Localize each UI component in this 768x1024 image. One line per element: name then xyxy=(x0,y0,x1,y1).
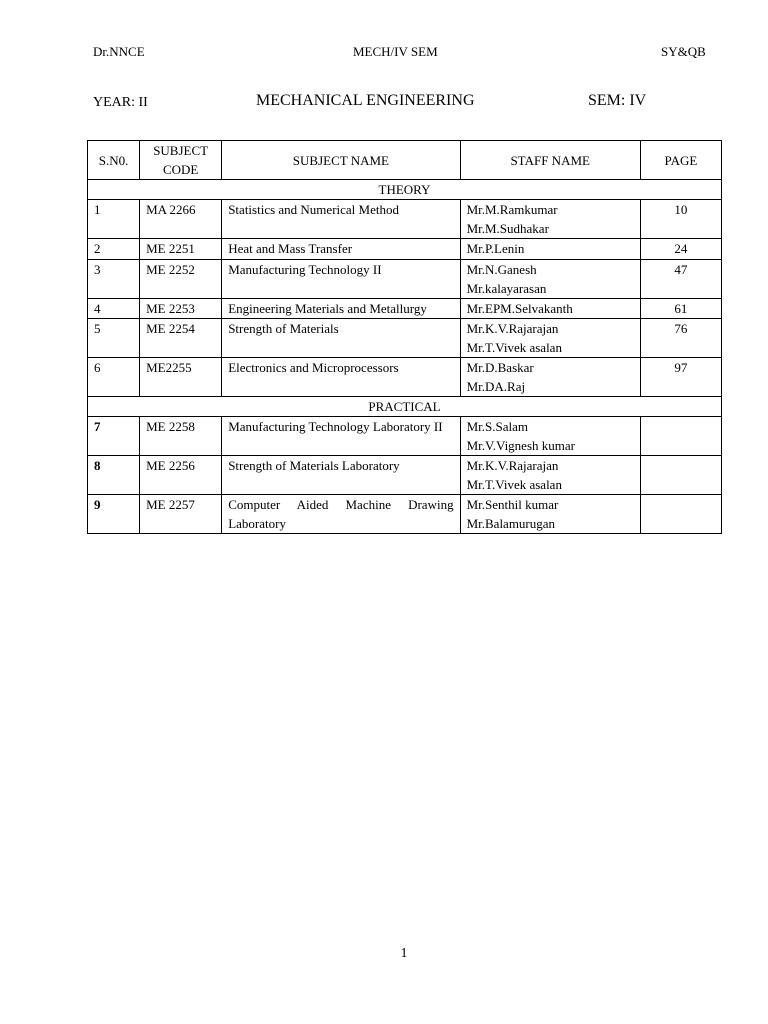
cell-subject-name: Statistics and Numerical Method xyxy=(222,200,460,239)
staff-secondary: Mr.Balamurugan xyxy=(466,516,556,531)
page-number: 1 xyxy=(400,946,408,961)
cell-staff-name xyxy=(460,299,640,319)
staff-primary: Mr.EPM.Selvakanth xyxy=(466,301,573,316)
table-row xyxy=(88,456,722,495)
cell-subject-name: Strength of Materials xyxy=(222,319,460,358)
cell-page: 97 xyxy=(640,358,721,397)
cell-subject-name: Manufacturing Technology Laboratory II xyxy=(222,417,460,456)
table-row xyxy=(88,495,722,534)
cell-page: 76 xyxy=(640,319,721,358)
cell-staff-name xyxy=(460,200,640,239)
cell-subject-code: ME2255 xyxy=(140,358,222,397)
staff-primary: Mr.N.Ganesh xyxy=(466,262,537,277)
table-row xyxy=(88,200,722,239)
cell-subject-name: Engineering Materials and Metallurgy xyxy=(222,299,460,319)
cell-sno: 5 xyxy=(88,319,140,358)
table-body xyxy=(88,180,722,534)
semester-label: SEM: IV xyxy=(588,92,647,109)
header-code: SY&QB xyxy=(661,44,706,59)
staff-primary: Mr.M.Ramkumar xyxy=(466,202,558,217)
header-course: MECH/IV SEM xyxy=(353,44,438,59)
cell-page: 10 xyxy=(640,200,721,239)
staff-secondary: Mr.kalayarasan xyxy=(466,281,547,296)
header-staff-name: STAFF NAME xyxy=(460,141,640,180)
cell-sno: 4 xyxy=(88,299,140,319)
staff-primary: Mr.K.V.Rajarajan xyxy=(466,321,559,336)
header-institution: Dr.NNCE xyxy=(93,44,145,59)
cell-sno: 9 xyxy=(88,495,140,534)
cell-subject-name: Heat and Mass Transfer xyxy=(222,239,460,260)
cell-staff-name xyxy=(460,260,640,299)
cell-sno: 2 xyxy=(88,239,140,260)
cell-subject-code: ME 2251 xyxy=(140,239,222,260)
section-row xyxy=(88,180,722,200)
staff-secondary: Mr.V.Vignesh kumar xyxy=(466,438,575,453)
staff-secondary: Mr.DA.Raj xyxy=(466,379,526,394)
title-row xyxy=(0,92,768,114)
table-header-row xyxy=(88,141,722,180)
cell-page: 47 xyxy=(640,260,721,299)
cell-subject-code: ME 2257 xyxy=(140,495,222,534)
section-label: PRACTICAL xyxy=(88,397,722,417)
cell-sno: 7 xyxy=(88,417,140,456)
staff-primary: Mr.S.Salam xyxy=(466,419,528,434)
table-row xyxy=(88,239,722,260)
table-row xyxy=(88,319,722,358)
cell-sno: 8 xyxy=(88,456,140,495)
cell-subject-name: Strength of Materials Laboratory xyxy=(222,456,460,495)
cell-subject-code: ME 2252 xyxy=(140,260,222,299)
cell-staff-name xyxy=(460,319,640,358)
table-row xyxy=(88,358,722,397)
year-label: YEAR: II xyxy=(93,95,148,110)
cell-page xyxy=(640,495,721,534)
staff-primary: Mr.K.V.Rajarajan xyxy=(466,458,559,473)
staff-primary: Mr.P.Lenin xyxy=(466,241,525,256)
cell-subject-name: Computer Aided Machine Drawing Laboratory xyxy=(222,495,460,534)
cell-staff-name xyxy=(460,239,640,260)
cell-staff-name xyxy=(460,495,640,534)
cell-page: 24 xyxy=(640,239,721,260)
staff-secondary: Mr.T.Vivek asalan xyxy=(466,477,562,492)
section-row xyxy=(88,397,722,417)
table-row xyxy=(88,299,722,319)
cell-subject-code: ME 2254 xyxy=(140,319,222,358)
cell-subject-code: ME 2253 xyxy=(140,299,222,319)
staff-secondary: Mr.T.Vivek asalan xyxy=(466,340,562,355)
cell-page xyxy=(640,456,721,495)
cell-subject-name: Manufacturing Technology II xyxy=(222,260,460,299)
section-label: THEORY xyxy=(88,180,722,200)
cell-sno: 1 xyxy=(88,200,140,239)
cell-sno: 3 xyxy=(88,260,140,299)
header-subject-name: SUBJECT NAME xyxy=(222,141,460,180)
cell-staff-name xyxy=(460,417,640,456)
cell-staff-name xyxy=(460,358,640,397)
header-subject-code: SUBJECT CODE xyxy=(140,141,222,180)
cell-subject-name: Electronics and Microprocessors xyxy=(222,358,460,397)
header-sno: S.N0. xyxy=(88,141,140,180)
table-row xyxy=(88,260,722,299)
staff-primary: Mr.Senthil kumar xyxy=(466,497,559,512)
cell-subject-code: MA 2266 xyxy=(140,200,222,239)
cell-page xyxy=(640,417,721,456)
cell-staff-name xyxy=(460,456,640,495)
table-row xyxy=(88,417,722,456)
cell-page: 61 xyxy=(640,299,721,319)
staff-primary: Mr.D.Baskar xyxy=(466,360,534,375)
department-title: MECHANICAL ENGINEERING xyxy=(256,92,475,109)
header-page: PAGE xyxy=(640,141,721,180)
cell-subject-code: ME 2256 xyxy=(140,456,222,495)
subject-table xyxy=(87,140,722,534)
staff-secondary: Mr.M.Sudhakar xyxy=(466,221,549,236)
cell-subject-code: ME 2258 xyxy=(140,417,222,456)
cell-sno: 6 xyxy=(88,358,140,397)
